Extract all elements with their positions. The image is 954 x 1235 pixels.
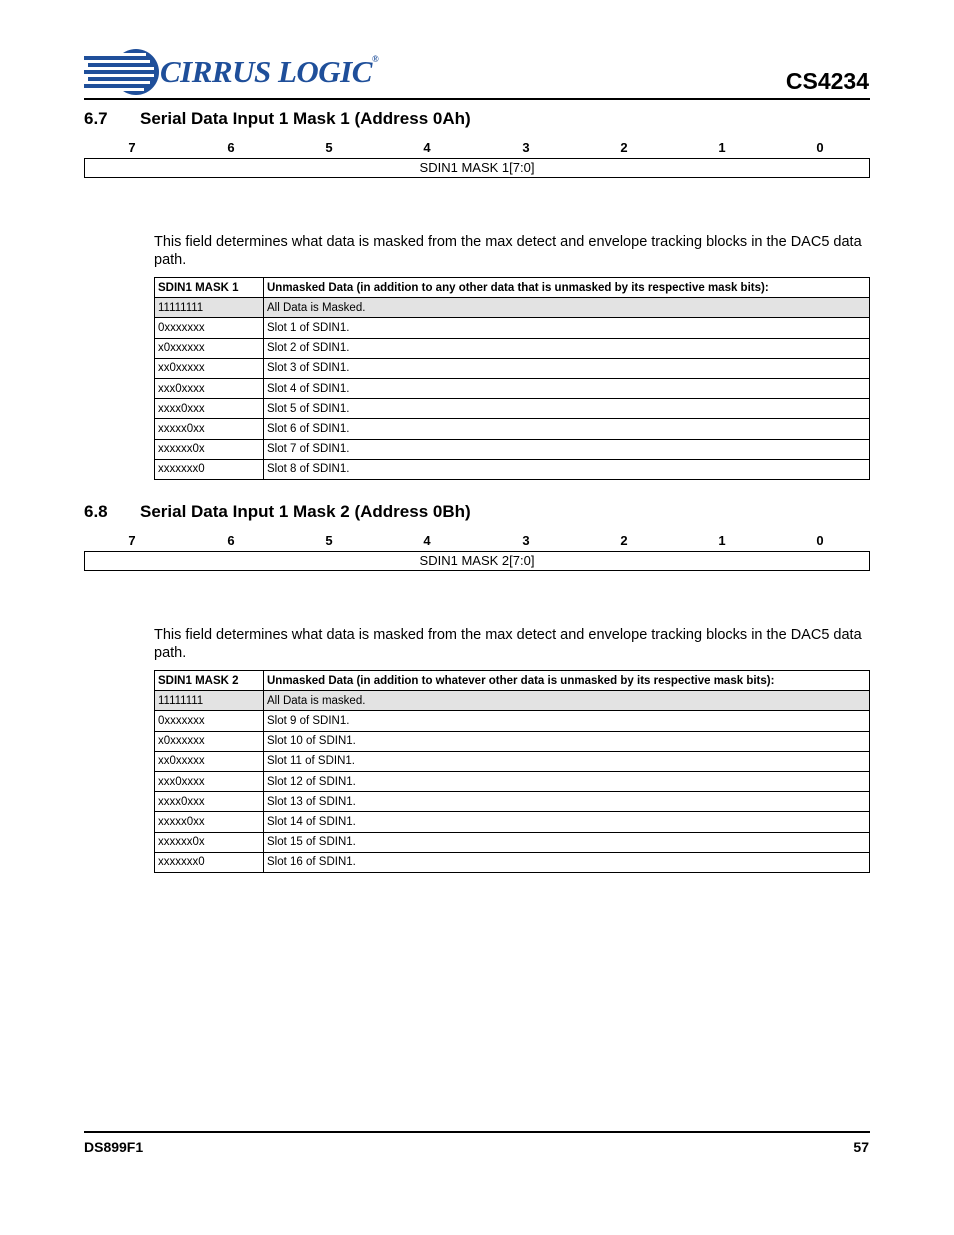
table-row: [155, 812, 870, 832]
footer-page-number: 57: [853, 1139, 869, 1155]
table-cell: x0xxxxxx: [155, 731, 264, 751]
table-row: [155, 852, 870, 872]
document-part-number: CS4234: [785, 68, 869, 94]
table-cell: xxxxx0xx: [155, 812, 264, 832]
register-field-box: SDIN1 MASK 1[7:0]: [84, 158, 870, 178]
table-cell: xxxxxx0x: [155, 439, 264, 459]
table-cell: Slot 15 of SDIN1.: [264, 832, 870, 852]
bit-label: 6: [227, 533, 235, 548]
table-cell: xxxxx0xx: [155, 419, 264, 439]
table-cell: xxxxxxx0: [155, 459, 264, 479]
table-cell: All Data is Masked.: [264, 298, 870, 318]
table-header-row: [155, 671, 870, 691]
section-number: 6.8: [84, 502, 108, 521]
bit-label: 7: [128, 533, 136, 548]
section-heading-6-7: [84, 109, 471, 129]
table-cell: xxxx0xxx: [155, 399, 264, 419]
footer-rule: [84, 1131, 870, 1133]
table-cell: Slot 5 of SDIN1.: [264, 399, 870, 419]
bit-label: 4: [423, 140, 431, 155]
table-row: [155, 298, 870, 318]
table-row: [155, 338, 870, 358]
section-number: 6.7: [84, 109, 108, 128]
section-title: Serial Data Input 1 Mask 2 (Address 0Bh): [140, 502, 471, 521]
header-rule: [84, 98, 870, 100]
mask-value-table: [154, 277, 870, 480]
table-row: [155, 318, 870, 338]
table-row: [155, 691, 870, 711]
footer-document-number: DS899F1: [84, 1139, 144, 1155]
bit-label: 4: [423, 533, 431, 548]
table-row: [155, 711, 870, 731]
bit-label: 5: [325, 533, 333, 548]
bit-number-row: [84, 533, 870, 549]
table-row: [155, 832, 870, 852]
table-cell: Slot 8 of SDIN1.: [264, 459, 870, 479]
table-cell: Slot 1 of SDIN1.: [264, 318, 870, 338]
table-cell: xx0xxxxx: [155, 358, 264, 378]
bit-label: 6: [227, 140, 235, 155]
table-row: [155, 358, 870, 378]
table-row: [155, 399, 870, 419]
bit-label: 3: [522, 533, 530, 548]
table-cell: xxxxxx0x: [155, 832, 264, 852]
table-row: [155, 731, 870, 751]
bit-label: 0: [816, 140, 824, 155]
table-header-cell: SDIN1 MASK 2: [155, 671, 264, 691]
table-cell: Slot 4 of SDIN1.: [264, 378, 870, 398]
table-row: [155, 771, 870, 791]
table-cell: 11111111: [155, 691, 264, 711]
table-header-cell: SDIN1 MASK 1: [155, 278, 264, 298]
bit-label: 0: [816, 533, 824, 548]
table-cell: Slot 13 of SDIN1.: [264, 792, 870, 812]
bit-label: 1: [718, 533, 726, 548]
section-heading-6-8: [84, 502, 471, 522]
table-header-cell: Unmasked Data (in addition to whatever other data is unmasked by its respective mask bits):: [264, 671, 870, 691]
table-cell: Slot 6 of SDIN1.: [264, 419, 870, 439]
bit-label: 5: [325, 140, 333, 155]
table-cell: Slot 7 of SDIN1.: [264, 439, 870, 459]
table-row: [155, 439, 870, 459]
table-row: [155, 459, 870, 479]
table-cell: Slot 10 of SDIN1.: [264, 731, 870, 751]
field-description: This field determines what data is masked from the max detect and envelope tracking blocks in the DAC5 data path.: [154, 234, 862, 268]
bit-label: 1: [718, 140, 726, 155]
bit-label: 2: [620, 533, 628, 548]
table-header-row: [155, 278, 870, 298]
field-description: This field determines what data is masked from the max detect and envelope tracking blocks in the DAC5 data path.: [154, 627, 862, 661]
bit-label: 3: [522, 140, 530, 155]
table-cell: Slot 3 of SDIN1.: [264, 358, 870, 378]
logo-swoosh-icon: [84, 48, 164, 98]
table-cell: Slot 12 of SDIN1.: [264, 771, 870, 791]
table-cell: 0xxxxxxx: [155, 711, 264, 731]
bit-number-row: [84, 140, 870, 156]
table-cell: All Data is masked.: [264, 691, 870, 711]
table-row: [155, 751, 870, 771]
table-cell: Slot 2 of SDIN1.: [264, 338, 870, 358]
section-title: Serial Data Input 1 Mask 1 (Address 0Ah): [140, 109, 471, 128]
table-cell: xx0xxxxx: [155, 751, 264, 771]
table-cell: xxx0xxxx: [155, 771, 264, 791]
bit-label: 2: [620, 140, 628, 155]
table-row: [155, 792, 870, 812]
logo-wordmark: CIRRUS LOGIC®: [160, 54, 379, 89]
cirrus-logic-logo: [84, 48, 379, 98]
table-cell: 0xxxxxxx: [155, 318, 264, 338]
table-cell: Slot 16 of SDIN1.: [264, 852, 870, 872]
register-field-box: SDIN1 MASK 2[7:0]: [84, 551, 870, 571]
table-cell: xxx0xxxx: [155, 378, 264, 398]
mask-value-table: [154, 670, 870, 873]
table-cell: Slot 11 of SDIN1.: [264, 751, 870, 771]
table-cell: xxxx0xxx: [155, 792, 264, 812]
table-header-cell: Unmasked Data (in addition to any other data that is unmasked by its respective mask bits):: [264, 278, 870, 298]
table-row: [155, 378, 870, 398]
table-row: [155, 419, 870, 439]
table-cell: 11111111: [155, 298, 264, 318]
bit-label: 7: [128, 140, 136, 155]
table-cell: xxxxxxx0: [155, 852, 264, 872]
table-cell: Slot 14 of SDIN1.: [264, 812, 870, 832]
table-cell: Slot 9 of SDIN1.: [264, 711, 870, 731]
table-cell: x0xxxxxx: [155, 338, 264, 358]
